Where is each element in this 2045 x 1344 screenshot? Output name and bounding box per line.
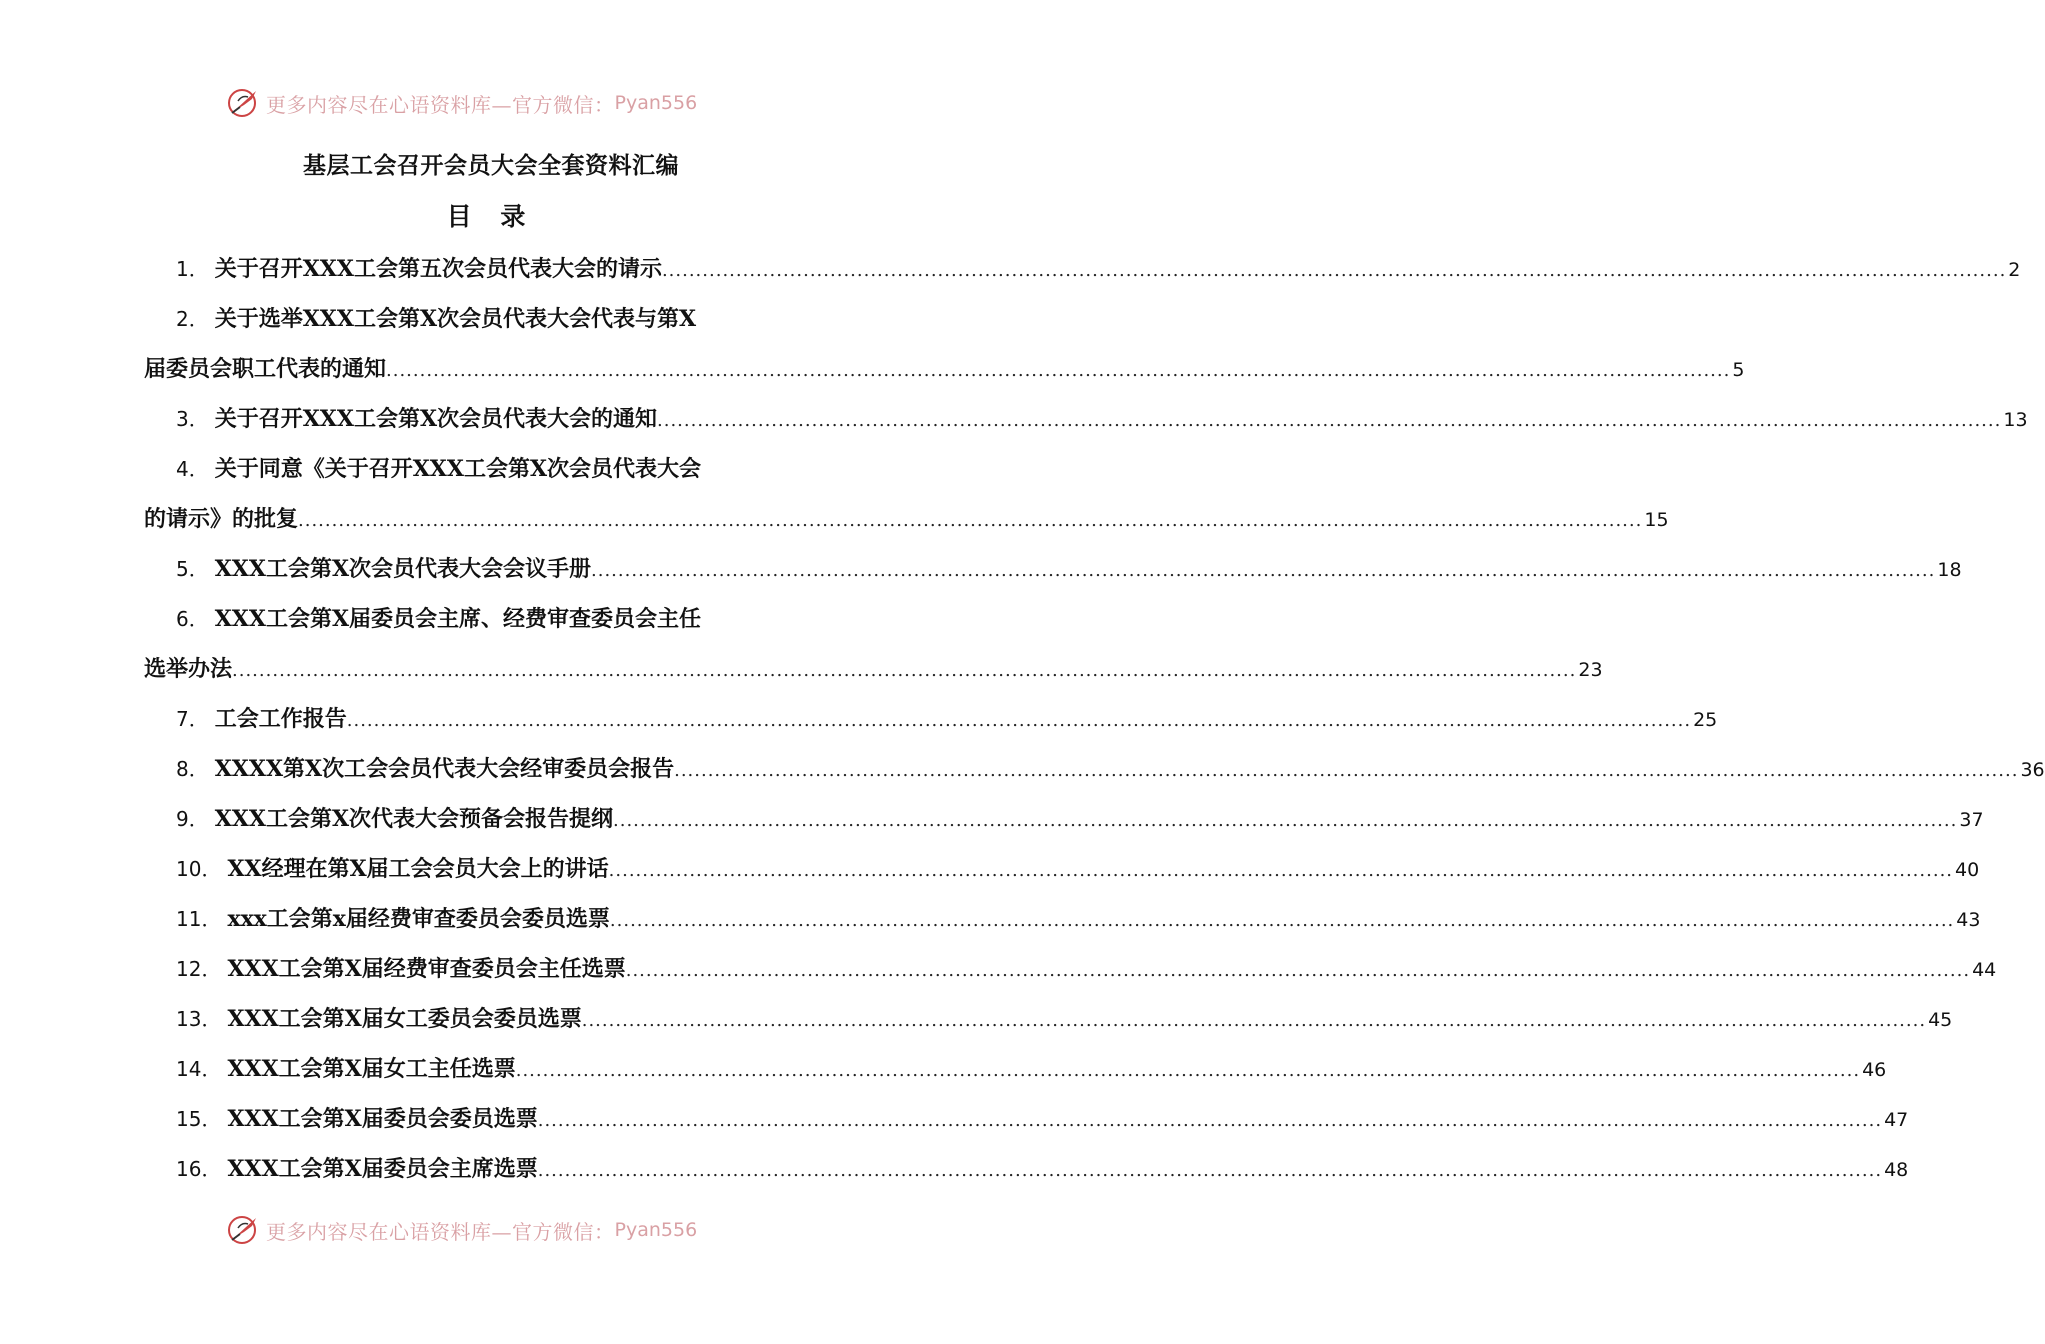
toc-entry-title-cont: 选举办法 xyxy=(144,656,233,682)
toc-entry[interactable] xyxy=(144,1094,1909,1144)
toc-leader-dots: ........................................................................................................................................................................................................ xyxy=(232,660,1577,681)
toc-entry-number: 4． xyxy=(176,457,209,481)
toc-entry-title: 工会工作报告 xyxy=(214,706,347,732)
toc-entry-number: 1． xyxy=(176,257,209,281)
toc-entry-title: XXX工会第X届委员会委员选票 xyxy=(227,1106,538,1132)
toc-entry[interactable] xyxy=(144,444,1669,544)
toc-entry-title: XX经理在第X届工会会员大会上的讲话 xyxy=(227,856,609,882)
toc-entry-number: 10． xyxy=(176,857,222,881)
toc-entry-title: XXX工会第X次代表大会预备会报告提纲 xyxy=(214,806,614,832)
toc-entry-page: 37 xyxy=(1959,809,1984,831)
toc-entry-title-cont: 届委员会职工代表的通知 xyxy=(144,356,387,382)
toc-entry[interactable] xyxy=(144,894,1981,944)
toc-entry-page: 44 xyxy=(1972,959,1997,981)
toc-entry[interactable] xyxy=(144,394,2028,444)
toc-entry[interactable] xyxy=(144,544,1962,594)
toc-entry-page: 13 xyxy=(2003,409,2028,431)
toc-leader-dots: ........................................................................................................................................................................................................ xyxy=(674,760,2019,781)
toc-leader-dots: ........................................................................................................................................................................................................ xyxy=(657,410,2002,431)
toc-entry-number: 8． xyxy=(176,757,209,781)
toc-entry-number: 7． xyxy=(176,707,209,731)
toc-entry-page: 23 xyxy=(1578,659,1603,681)
toc-entry-title: XXX工会第X届委员会主席选票 xyxy=(227,1156,538,1182)
toc-entry-title: xxx工会第x届经费审查委员会委员选票 xyxy=(227,906,610,932)
toc-entry-title: XXX工会第X届女工委员会委员选票 xyxy=(227,1006,582,1032)
table-of-contents xyxy=(144,244,2045,1194)
watermark-banner-bottom xyxy=(226,1210,726,1250)
toc-entry-title: XXX工会第X次会员代表大会会议手册 xyxy=(214,556,592,582)
toc-heading: 目 录 xyxy=(446,202,536,231)
toc-entry-page: 47 xyxy=(1884,1109,1909,1131)
toc-entry[interactable] xyxy=(144,744,2045,794)
toc-entry-title-cont: 的请示》的批复 xyxy=(144,506,299,532)
toc-leader-dots: ........................................................................................................................................................................................................ xyxy=(625,960,1971,981)
toc-leader-dots: ........................................................................................................................................................................................................ xyxy=(386,360,1731,381)
toc-entry-title: 关于召开XXX工会第X次会员代表大会的通知 xyxy=(214,406,658,432)
toc-entry[interactable] xyxy=(144,694,1718,744)
toc-leader-dots: ........................................................................................................................................................................................................ xyxy=(613,810,1958,831)
toc-entry-title: XXX工会第X届经费审查委员会主任选票 xyxy=(227,956,626,982)
toc-entry[interactable] xyxy=(144,294,1745,394)
toc-entry-number: 11． xyxy=(176,907,222,931)
toc-leader-dots: ........................................................................................................................................................................................................ xyxy=(346,710,1692,731)
toc-entry-page: 18 xyxy=(1937,559,1962,581)
watermark-handle: Pyan556 xyxy=(614,92,698,114)
toc-entry-number: 14． xyxy=(176,1057,222,1081)
toc-entry-page: 43 xyxy=(1956,909,1981,931)
toc-entry-page: 40 xyxy=(1955,859,1980,881)
toc-entry-page: 25 xyxy=(1693,709,1718,731)
toc-entry-title: 关于同意《关于召开XXX工会第X次会员代表大会 xyxy=(214,456,702,482)
toc-entry-page: 48 xyxy=(1884,1159,1909,1181)
toc-leader-dots: ........................................................................................................................................................................................................ xyxy=(298,510,1643,531)
watermark-banner-top xyxy=(226,83,726,123)
document-title: 基层工会召开会员大会全套资料汇编 xyxy=(303,152,679,179)
toc-entry[interactable] xyxy=(144,594,1603,694)
toc-entry-title: 关于选举XXX工会第X次会员代表大会代表与第X xyxy=(214,306,697,332)
toc-entry-page: 45 xyxy=(1928,1009,1953,1031)
toc-entry-title: XXX工会第X届委员会主席、经费审查委员会主任 xyxy=(214,606,702,632)
toc-entry[interactable] xyxy=(144,794,1984,844)
toc-leader-dots: ........................................................................................................................................................................................................ xyxy=(608,860,1954,881)
watermark-text: 更多内容尽在心语资料库—官方微信： xyxy=(266,1219,615,1244)
toc-entry[interactable] xyxy=(144,994,1953,1044)
toc-entry-title: 关于召开XXX工会第五次会员代表大会的请示 xyxy=(214,256,662,282)
toc-entry-number: 13． xyxy=(176,1007,222,1031)
toc-entry-number: 9． xyxy=(176,807,209,831)
toc-entry-page: 2 xyxy=(2008,259,2021,281)
toc-entry-number: 5． xyxy=(176,557,209,581)
watermark-handle: Pyan556 xyxy=(614,1219,698,1241)
toc-leader-dots: ........................................................................................................................................................................................................ xyxy=(537,1160,1883,1181)
toc-entry[interactable] xyxy=(144,1144,1909,1194)
quill-logo-icon xyxy=(226,85,262,121)
toc-entry-number: 12． xyxy=(176,957,222,981)
toc-entry[interactable] xyxy=(144,844,1980,894)
toc-leader-dots: ........................................................................................................................................................................................................ xyxy=(515,1060,1861,1081)
toc-leader-dots: ........................................................................................................................................................................................................ xyxy=(661,260,2007,281)
toc-entry-title: XXX工会第X届女工主任选票 xyxy=(227,1056,516,1082)
toc-entry-number: 15． xyxy=(176,1107,222,1131)
toc-entry-number: 3． xyxy=(176,407,209,431)
quill-logo-icon xyxy=(226,1212,262,1248)
toc-entry-number: 2． xyxy=(176,307,209,331)
toc-entry-page: 36 xyxy=(2020,759,2045,781)
watermark-text: 更多内容尽在心语资料库—官方微信： xyxy=(266,92,615,117)
toc-entry[interactable] xyxy=(144,944,1997,994)
toc-entry-number: 16． xyxy=(176,1157,222,1181)
toc-entry[interactable] xyxy=(144,1044,1887,1094)
toc-entry-page: 15 xyxy=(1644,509,1669,531)
toc-entry-title: XXXX第X次工会会员代表大会经审委员会报告 xyxy=(214,756,675,782)
toc-entry-page: 5 xyxy=(1732,359,1745,381)
toc-entry-number: 6． xyxy=(176,607,209,631)
toc-leader-dots: ........................................................................................................................................................................................................ xyxy=(537,1110,1883,1131)
toc-entry[interactable] xyxy=(144,244,2021,294)
toc-entry-page: 46 xyxy=(1862,1059,1887,1081)
toc-leader-dots: ........................................................................................................................................................................................................ xyxy=(591,560,1936,581)
toc-leader-dots: ........................................................................................................................................................................................................ xyxy=(581,1010,1927,1031)
toc-leader-dots: ........................................................................................................................................................................................................ xyxy=(609,910,1955,931)
